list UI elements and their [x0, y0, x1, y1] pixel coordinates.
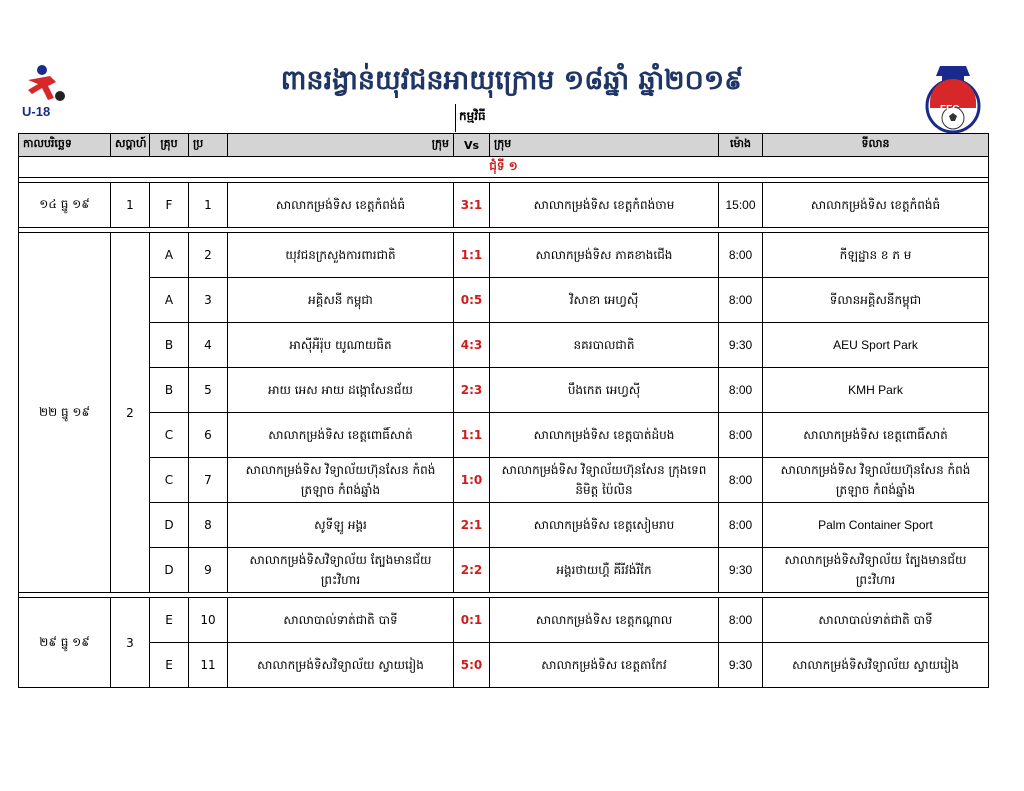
- venue-cell: សាលាកម្រង់ទិស ខេត្តកំពង់ធំ: [763, 183, 989, 228]
- home-team: អាស៊ីអឺរ៉ុប យូណាយធិត: [228, 323, 454, 368]
- score: 5:0: [454, 643, 490, 688]
- table-row: [19, 323, 989, 368]
- time-cell: 8:00: [719, 233, 763, 278]
- num-cell: 4: [189, 323, 228, 368]
- col-vs: Vs: [454, 134, 490, 157]
- date-cell: ១៤ ធ្នូ ១៩: [19, 183, 111, 228]
- home-team: យុវជនក្រសួងការពារជាតិ: [228, 233, 454, 278]
- num-cell: 5: [189, 368, 228, 413]
- table-row: [19, 548, 989, 593]
- logo-left-text: U-18: [22, 104, 51, 119]
- header-row: [19, 134, 989, 157]
- col-time: ម៉ោង: [719, 134, 763, 157]
- col-week: សប្តាហ៍: [111, 134, 150, 157]
- home-team: សាលាកម្រង់ទិស ខេត្តពោធិ៍សាត់: [228, 413, 454, 458]
- away-team: សាលាកម្រង់ទិស ភាគខាងជើង: [490, 233, 719, 278]
- away-team: វិសាខា អេហ្វស៊ី: [490, 278, 719, 323]
- num-cell: 1: [189, 183, 228, 228]
- time-cell: 8:00: [719, 368, 763, 413]
- home-team: អគ្គិសនី កម្ពុជា: [228, 278, 454, 323]
- time-cell: 8:00: [719, 413, 763, 458]
- table-row: [19, 183, 989, 228]
- away-team: សាលាកម្រង់ទិស ខេត្តកណ្តាល: [490, 598, 719, 643]
- venue-cell: ទីលានអគ្គិសនីកម្ពុជា: [763, 278, 989, 323]
- score: 1:0: [454, 458, 490, 503]
- logo-right-text: FFC: [940, 104, 960, 115]
- home-team: សូទីឡូ អង្គរ: [228, 503, 454, 548]
- time-cell: 8:00: [719, 278, 763, 323]
- away-team: នគរបាលជាតិ: [490, 323, 719, 368]
- group-cell: B: [150, 323, 189, 368]
- group-cell: A: [150, 233, 189, 278]
- group-cell: D: [150, 503, 189, 548]
- score: 4:3: [454, 323, 490, 368]
- num-cell: 6: [189, 413, 228, 458]
- col-group: គ្រុប: [150, 134, 189, 157]
- venue-cell: សាលាកម្រង់ទិស ខេត្តពោធិ៍សាត់: [763, 413, 989, 458]
- score: 3:1: [454, 183, 490, 228]
- table-row: [19, 598, 989, 643]
- venue-cell: AEU Sport Park: [763, 323, 989, 368]
- col-num: ប្រ: [189, 134, 228, 157]
- away-team: សាលាកម្រង់ទិស វិទ្យាល័យហ៊ុនសែន ក្រុងទេពនិមិត្ត ប៉ៃលិន: [490, 458, 719, 503]
- num-cell: 7: [189, 458, 228, 503]
- home-team: សាលាកម្រង់ទិសវិទ្យាល័យ ត្បែងមានជ័យ ព្រះវិហារ: [228, 548, 454, 593]
- venue-cell: សាលាកម្រង់ទិសវិទ្យាល័យ ត្បែងមានជ័យ ព្រះវិហារ: [763, 548, 989, 593]
- table-row: [19, 643, 989, 688]
- col-home: ក្រុម: [228, 134, 454, 157]
- round-row: [19, 157, 989, 178]
- away-team: សាលាកម្រង់ទិស ខេត្តបាត់ដំបង: [490, 413, 719, 458]
- date-cell: ២២ ធ្នូ ១៩: [19, 233, 111, 593]
- time-cell: 9:30: [719, 323, 763, 368]
- group-cell: A: [150, 278, 189, 323]
- score: 1:1: [454, 233, 490, 278]
- venue-cell: សាលាកម្រង់ទិស វិទ្យាល័យហ៊ុនសែន កំពង់ត្រឡាច កំពង់ឆ្នាំង: [763, 458, 989, 503]
- num-cell: 2: [189, 233, 228, 278]
- home-team: សាលាកម្រង់ទិស វិទ្យាល័យហ៊ុនសែន កំពង់ត្រឡាច កំពង់ឆ្នាំង: [228, 458, 454, 503]
- group-cell: D: [150, 548, 189, 593]
- round-label: ជុំទី ១: [19, 157, 989, 178]
- date-cell: ២៩ ធ្នូ ១៩: [19, 598, 111, 688]
- away-team: សាលាកម្រង់ទិស ខេត្តកំពង់ចាម: [490, 183, 719, 228]
- group-cell: F: [150, 183, 189, 228]
- num-cell: 3: [189, 278, 228, 323]
- time-cell: 15:00: [719, 183, 763, 228]
- group-cell: E: [150, 643, 189, 688]
- away-team: សាលាកម្រង់ទិស ខេត្តតាកែវ: [490, 643, 719, 688]
- away-team: បឹងកេត អេហ្វស៊ី: [490, 368, 719, 413]
- time-cell: 9:30: [719, 643, 763, 688]
- home-team: សាលាបាល់ទាត់ជាតិ បាទី: [228, 598, 454, 643]
- page-title: ពានរង្វាន់យុវជនអាយុក្រោម ១៨ឆ្នាំ ឆ្នាំ២០១៩: [280, 65, 744, 96]
- table-row: [19, 233, 989, 278]
- week-cell: 3: [111, 598, 150, 688]
- num-cell: 10: [189, 598, 228, 643]
- score: 0:5: [454, 278, 490, 323]
- score: 1:1: [454, 413, 490, 458]
- venue-cell: សាលាបាល់ទាត់ជាតិ បាទី: [763, 598, 989, 643]
- score: 2:1: [454, 503, 490, 548]
- score: 2:2: [454, 548, 490, 593]
- score: 2:3: [454, 368, 490, 413]
- table-row: [19, 458, 989, 503]
- table-row: [19, 503, 989, 548]
- table-row: [19, 368, 989, 413]
- num-cell: 11: [189, 643, 228, 688]
- group-cell: B: [150, 368, 189, 413]
- col-date: កាលបរិច្ឆេទ: [19, 134, 111, 157]
- venue-cell: KMH Park: [763, 368, 989, 413]
- home-team: អាយ អេស អាយ ដង្កោសែនជ័យ: [228, 368, 454, 413]
- time-cell: 8:00: [719, 503, 763, 548]
- home-team: សាលាកម្រង់ទិសវិទ្យាល័យ ស្វាយរៀង: [228, 643, 454, 688]
- venue-cell: កីឡដ្ឋាន ខ ភ ម: [763, 233, 989, 278]
- num-cell: 8: [189, 503, 228, 548]
- week-cell: 2: [111, 233, 150, 593]
- group-cell: C: [150, 413, 189, 458]
- table-row: [19, 413, 989, 458]
- away-team: អង្គរថាយហ្គឺ គីរីវង់រីកែ: [490, 548, 719, 593]
- col-venue: ទីលាន: [763, 134, 989, 157]
- week-cell: 1: [111, 183, 150, 228]
- table-row: [19, 278, 989, 323]
- group-cell: C: [150, 458, 189, 503]
- num-cell: 9: [189, 548, 228, 593]
- time-cell: 8:00: [719, 598, 763, 643]
- away-team: សាលាកម្រង់ទិស ខេត្តសៀមរាប: [490, 503, 719, 548]
- venue-cell: សាលាកម្រង់ទិសវិទ្យាល័យ ស្វាយរៀង: [763, 643, 989, 688]
- schedule-table: [18, 133, 989, 688]
- time-cell: 9:30: [719, 548, 763, 593]
- time-cell: 8:00: [719, 458, 763, 503]
- score: 0:1: [454, 598, 490, 643]
- col-away: ក្រុម: [490, 134, 719, 157]
- group-cell: E: [150, 598, 189, 643]
- program-label: កម្មវិធី: [455, 104, 495, 132]
- home-team: សាលាកម្រង់ទិស ខេត្តកំពង់ធំ: [228, 183, 454, 228]
- venue-cell: Palm Container Sport: [763, 503, 989, 548]
